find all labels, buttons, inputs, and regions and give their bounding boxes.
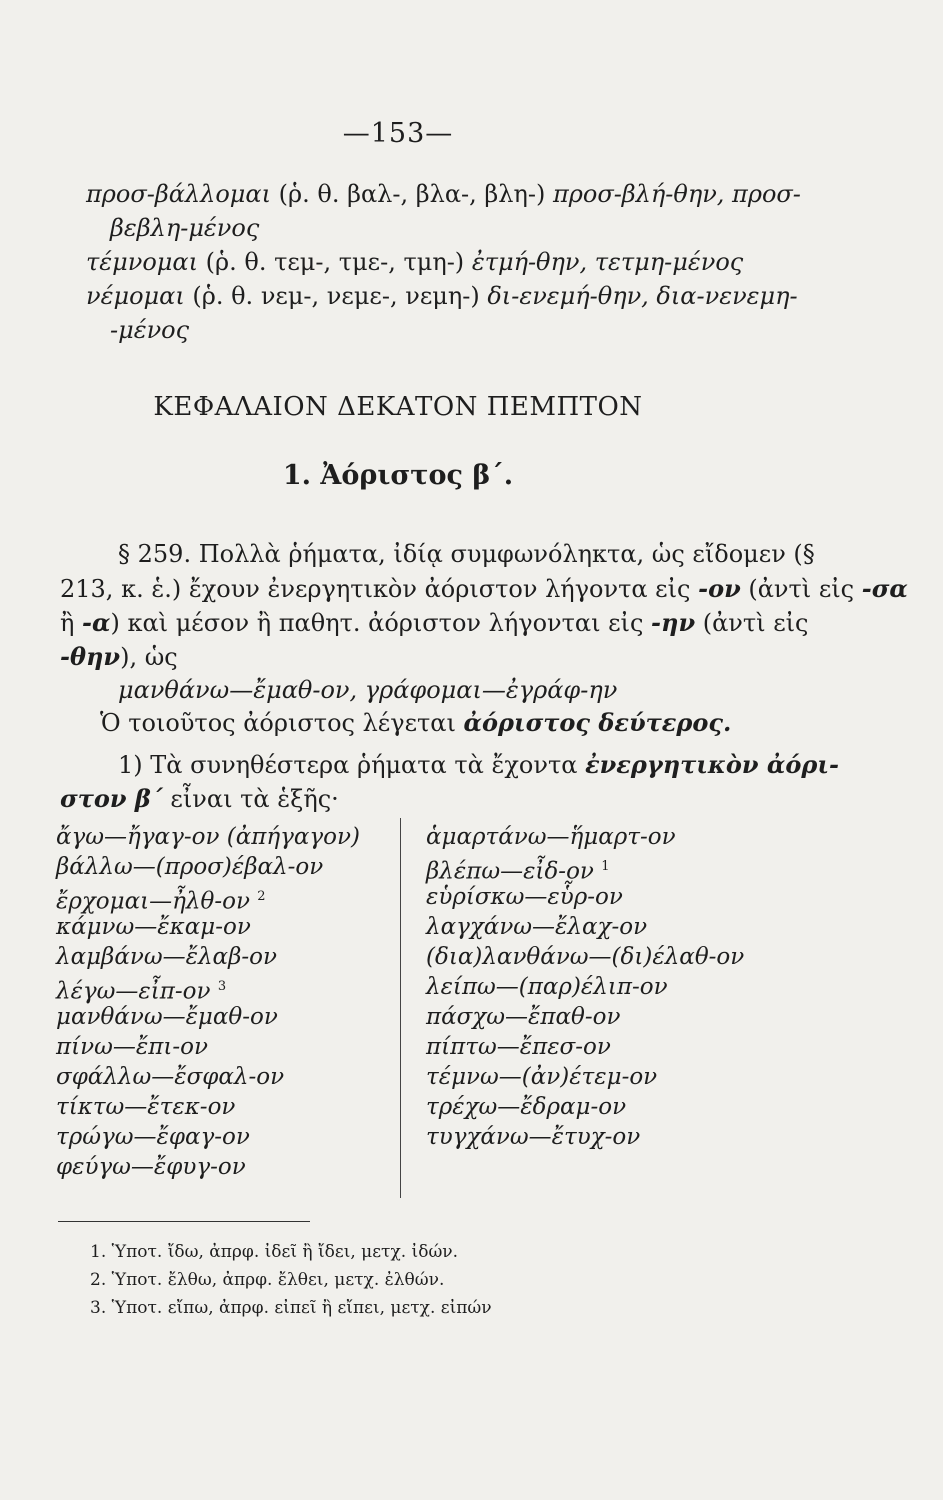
list-item: ἔρχομαι—ἦλθ-ον $^2$ [56,888,266,915]
verb-list-right [426,822,744,1152]
page-number: —153— [342,118,454,149]
list-item: λέγω—εἶπ-ον $^3$ [56,978,227,1005]
list-item: βλέπω—εἶδ-ον $^1$ [426,858,610,885]
list-item: φεύγω—ἔφυγ-ον [56,1154,246,1180]
list-item: ἄγω—ἤγαγ-ον (ἀπήγαγον) [56,824,360,850]
list-item: τέμνω—(ἀν)έτεμ-ον [426,1064,658,1090]
footnote-marker: 1 [601,859,610,874]
list-item: τυγχάνω—ἔτυχ-ον [426,1124,641,1150]
paragraph-line: 213, κ. ἑ.) ἔχουν ἐνεργητικὸν ἀόριστον λήγοντα εἰς -ον (ἀντὶ εἰς -σα [60,574,908,603]
footnote: 1. Ὑποτ. ἴδω, ἀπρφ. ἰδεῖ ἢ ἴδει, μετχ. ἰδών. [90,1242,459,1262]
list-item: λαμβάνω—ἔλαβ-ον [56,944,277,970]
verb-list-left [56,822,360,1182]
paragraph-line: ἢ -α) καὶ μέσον ἢ παθητ. ἀόριστον λήγονται εἰς -ην (ἀντὶ εἰς [60,608,809,637]
column-divider [400,818,401,1198]
list-item: τρέχω—ἔδραμ-ον [426,1094,627,1120]
footnote: 3. Ὑποτ. εἴπω, ἀπρφ. εἰπεῖ ἢ εἴπει, μετχ. εἰπών [90,1298,492,1318]
paragraph-line: § 259. Πολλὰ ῥήματα, ἰδίᾳ συμφωνόληκτα, ὡς εἴδομεν (§ [118,540,815,568]
footnote-marker: 3 [217,979,227,994]
list-item: λαγχάνω—ἔλαχ-ον [426,914,648,940]
list-item: εὑρίσκω—εὗρ-ον [426,884,623,910]
passive-aorist-line: νέμομαι (ῥ. θ. νεμ-, νεμε-, νεμη-) δι-ενεμή-θην, δια-νενεμη- [86,282,798,310]
list-item: τρώγω—ἔφαγ-ον [56,1124,250,1150]
list-item: μανθάνω—ἔμαθ-ον [56,1004,278,1030]
list-item: λείπω—(παρ)έλιπ-ον [426,974,668,1000]
list-item: πίπτω—ἔπεσ-ον [426,1034,611,1060]
passive-aorist-line: -μένος [110,316,190,344]
subsection-line: 1) Τὰ συνηθέστερα ῥήματα τὰ ἔχοντα ἐνεργητικὸν ἀόρι- [118,750,839,779]
definition-line: Ὁ τοιοῦτος ἀόριστος λέγεται ἀόριστος δεύτερος. [100,708,732,737]
footnote-marker: 2 [257,889,266,904]
list-item: βάλλω—(προσ)έβαλ-ον [56,854,324,880]
list-item: πάσχω—ἔπαθ-ον [426,1004,621,1030]
passive-aorist-line: τέμνομαι (ῥ. θ. τεμ-, τμε-, τμη-) ἐτμή-θην, τετμη-μένος [86,248,744,276]
example-line: μανθάνω—ἔμαθ-ον, γράφομαι—ἐγράφ-ην [118,676,618,704]
subsection-line: στον β΄ εἶναι τὰ ἑξῆς· [60,784,339,813]
footnote: 2. Ὑποτ. ἔλθω, ἀπρφ. ἔλθει, μετχ. ἐλθών. [90,1270,445,1290]
list-item: κάμνω—ἔκαμ-ον [56,914,251,940]
chapter-title: ΚΕΦΑΛΑΙΟΝ ΔΕΚΑΤΟΝ ΠΕΜΠΤΟΝ [153,392,643,422]
list-item: (δια)λανθάνω—(δι)έλαθ-ον [426,944,745,970]
list-item: ἁμαρτάνω—ἥμαρτ-ον [426,824,676,850]
section-title: 1. Ἀόριστος β΄. [282,460,514,491]
list-item: σφάλλω—ἔσφαλ-ον [56,1064,285,1090]
passive-aorist-line: προσ-βάλλομαι (ῥ. θ. βαλ-, βλα-, βλη-) προσ-βλή-θην, προσ- [86,180,801,208]
paragraph-line: -θην), ὡς [60,642,178,671]
list-item: πίνω—ἔπι-ον [56,1034,208,1060]
footnote-rule [58,1221,310,1222]
passive-aorist-line: βεβλη-μένος [110,214,260,242]
list-item: τίκτω—ἔτεκ-ον [56,1094,236,1120]
